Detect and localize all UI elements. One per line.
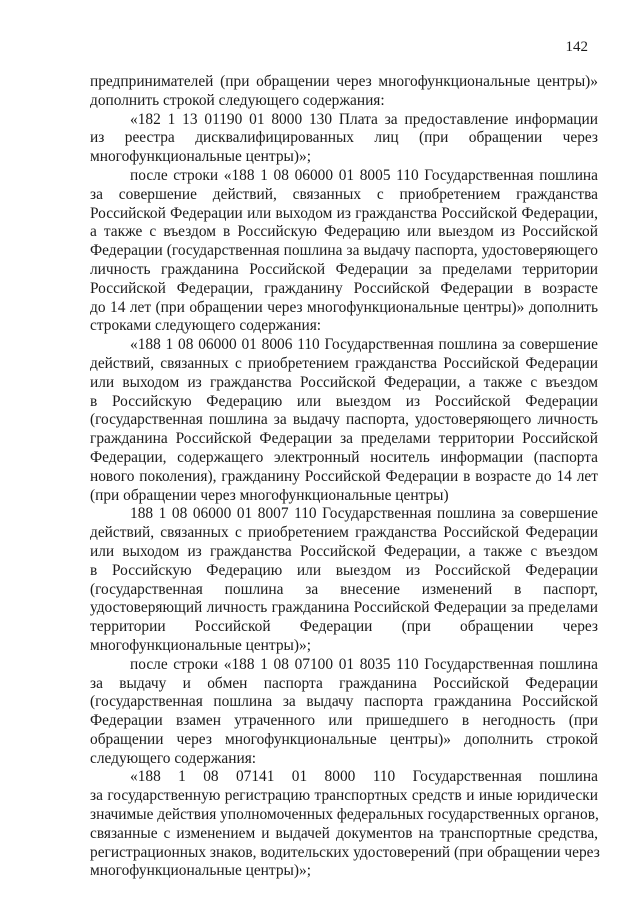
text-line: действий, связанных с приобретением гражданства Российской Федерации [90, 524, 598, 542]
text-line: из реестра дисквалифицированных лиц (при обращении через [90, 129, 598, 147]
text-line: Федерации, содержащего электронный носитель информации (паспорта [90, 448, 598, 466]
text-line: обращении через многофункциональные центры)» дополнить строкой [90, 730, 598, 748]
text-line: территории Российской Федерации (при обращении через [90, 618, 598, 636]
text-line: «188 1 08 06000 01 8006 110 Государственная пошлина за совершение [130, 336, 598, 354]
text-line: личность гражданина Российской Федерации за пределами территории [90, 260, 598, 278]
text-line: связанные с изменением и выдачей документов на транспортные средства, [90, 824, 598, 842]
text-line: регистрационных знаков, водительских удостоверений (при обращении через [90, 843, 600, 861]
text-line: Федерации взамен утраченного или пришедшего в негодность (при [90, 712, 598, 730]
text-line: за совершение действий, связанных с приобретением гражданства [90, 185, 598, 203]
text-line: удостоверяющий личность гражданина Российской Федерации за пределами [90, 599, 598, 617]
text-line: нового поколения), гражданину Российской Федерации в возрасте до 14 лет [90, 467, 598, 485]
text-line: 188 1 08 06000 01 8007 110 Государственная пошлина за совершение [130, 505, 598, 523]
text-line: (государственная пошлина за внесение изменений в паспорт, [90, 580, 598, 598]
text-line: после строки «188 1 08 07100 01 8035 110 Государственная пошлина [130, 655, 598, 673]
text-line: «188 1 08 07141 01 8000 110 Государственная пошлина [130, 768, 598, 786]
text-line: (при обращении через многофункциональные центры) [90, 486, 449, 504]
paragraph-7 [90, 768, 598, 881]
text-line: многофункциональные центры)»; [90, 636, 311, 654]
text-line: следующего содержания: [90, 749, 257, 767]
paragraph-4 [90, 336, 598, 505]
text-line: за государственную регистрацию транспортных средств и иные юридически [90, 787, 598, 805]
paragraph-3 [90, 167, 598, 336]
text-line: многофункциональные центры)»; [90, 148, 311, 166]
text-line: «182 1 13 01190 01 8000 130 Плата за предоставление информации [130, 110, 598, 128]
paragraph-5 [90, 505, 598, 655]
text-line: Российской Федерации или выходом из гражданства Российской Федерации, [90, 204, 598, 222]
text-line: в Российскую Федерацию или выездом из Российской Федерации [90, 561, 598, 579]
text-line: (государственная пошлина за выдачу паспорта гражданина Российской [90, 693, 598, 711]
text-line: Федерации (государственная пошлина за выдачу паспорта, удостоверяющего [90, 242, 598, 260]
text-line: до 14 лет (при обращении через многофункциональные центры)» дополнить [90, 298, 598, 316]
document-body [90, 73, 598, 881]
text-line: а также с въездом в Российскую Федерацию или выездом из Российской [90, 223, 598, 241]
text-line: после строки «188 1 08 06000 01 8005 110 Государственная пошлина [130, 166, 598, 184]
text-line: за выдачу и обмен паспорта гражданина Российской Федерации [90, 674, 598, 692]
text-line: в Российскую Федерацию или выездом из Российской Федерации [90, 392, 598, 410]
text-line: или выходом из гражданства Российской Федерации, а также с въездом [90, 542, 598, 560]
text-line: (государственная пошлина за выдачу паспорта, удостоверяющего личность [90, 411, 598, 429]
text-line: или выходом из гражданства Российской Федерации, а также с въездом [90, 373, 598, 391]
paragraph-2 [90, 111, 598, 167]
paragraph-1 [90, 73, 598, 111]
text-line: действий, связанных с приобретением гражданства Российской Федерации [90, 354, 598, 372]
text-line: значимые действия уполномоченных федеральных государственных органов, [90, 806, 599, 824]
paragraph-6 [90, 656, 598, 769]
text-line: Российской Федерации, гражданину Российской Федерации в возрасте [90, 279, 598, 297]
page-number: 142 [565, 39, 588, 55]
text-line: предпринимателей (при обращении через многофункциональные центры)» [90, 73, 598, 90]
text-line: дополнить строкой следующего содержания: [90, 91, 385, 109]
text-line: многофункциональные центры)»; [90, 862, 311, 880]
text-line: гражданина Российской Федерации за пределами территории Российской [90, 430, 598, 448]
text-line: строками следующего содержания: [90, 317, 322, 335]
